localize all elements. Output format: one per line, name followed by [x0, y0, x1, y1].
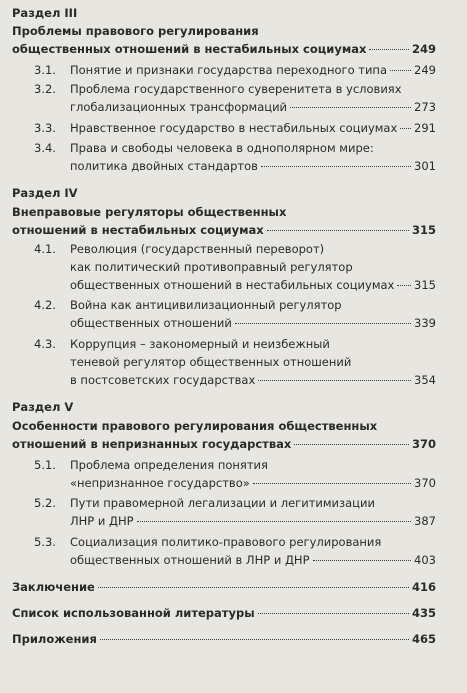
entry-title: Приложения	[12, 632, 97, 646]
entry-title: глобализационных трансформаций	[70, 100, 288, 114]
section-heading: Раздел III	[12, 6, 78, 20]
toc-entry[interactable]	[70, 553, 436, 568]
dot-leader	[235, 323, 411, 324]
page-number: 435	[411, 606, 436, 620]
dot-leader	[397, 285, 411, 286]
entry-title-line: Проблема государственного суверенитета в условиях	[70, 82, 402, 96]
item-number: 5.3.	[34, 535, 56, 549]
page-number: 339	[414, 316, 436, 330]
page-number: 301	[414, 159, 436, 173]
entry-title: Список использованной литературы	[12, 606, 255, 620]
dot-leader	[294, 444, 409, 445]
entry-title: общественных отношений	[70, 316, 232, 330]
dot-leader	[137, 521, 411, 522]
entry-title: «непризнанное государство»	[70, 476, 250, 490]
entry-title: Нравственное государство в нестабильных социумах	[70, 121, 398, 135]
section-title-entry[interactable]	[12, 42, 436, 57]
page-number: 416	[411, 580, 436, 594]
item-number: 5.2.	[34, 496, 56, 510]
section-heading: Раздел V	[12, 400, 74, 414]
page-number: 465	[411, 632, 436, 646]
section-title-line: отношений в непризнанных государствах	[12, 437, 292, 451]
toc-entry[interactable]	[70, 100, 436, 115]
item-number: 5.1.	[34, 458, 56, 472]
toc-entry[interactable]	[70, 373, 436, 388]
section-title-line: Проблемы правового регулирования	[12, 24, 259, 38]
page-number: 370	[411, 437, 436, 451]
dot-leader	[100, 639, 409, 640]
toc-entry[interactable]	[70, 63, 436, 78]
toc-entry[interactable]	[70, 278, 436, 293]
dot-leader	[400, 128, 411, 129]
dot-leader	[258, 613, 409, 614]
item-number: 4.3.	[34, 337, 56, 351]
page-number: 249	[411, 42, 436, 56]
entry-title: Понятие и признаки государства переходного типа	[70, 63, 387, 77]
entry-title-line: Права и свободы человека в однополярном мире:	[70, 141, 374, 155]
toc-entry[interactable]	[70, 514, 436, 529]
dot-leader	[98, 587, 409, 588]
entry-title: общественных отношений в ЛНР и ДНР	[70, 553, 310, 567]
section-title-entry[interactable]	[12, 223, 436, 238]
dot-leader	[313, 560, 412, 561]
toc-entry[interactable]	[70, 159, 436, 174]
dot-leader	[369, 49, 409, 50]
page-number: 249	[414, 63, 436, 77]
entry-title-line: как политический противоправный регулятор	[70, 260, 353, 274]
item-number: 4.1.	[34, 242, 56, 256]
page-number: 291	[414, 121, 436, 135]
section-title-line: отношений в нестабильных социумах	[12, 223, 264, 237]
page-number: 273	[414, 100, 436, 114]
section-heading: Раздел IV	[12, 186, 78, 200]
entry-title-line: Война как антицивилизационный регулятор	[70, 298, 342, 312]
item-number: 3.2.	[34, 82, 56, 96]
dot-leader	[253, 483, 411, 484]
page-number: 387	[414, 514, 436, 528]
entry-title: в постсоветских государствах	[70, 373, 256, 387]
entry-title-line: теневой регулятор общественных отношений	[70, 355, 352, 369]
toc-entry-references[interactable]	[12, 606, 436, 621]
entry-title-line: Пути правомерной легализации и легитимизации	[70, 496, 375, 510]
page-number: 370	[414, 476, 436, 490]
dot-leader	[258, 380, 411, 381]
toc-entry-appendices[interactable]	[12, 632, 436, 647]
section-title-line: Особенности правового регулирования общественных	[12, 419, 378, 433]
entry-title: ЛНР и ДНР	[70, 514, 134, 528]
entry-title: общественных отношений в нестабильных социумах	[70, 278, 395, 292]
page-number: 315	[414, 278, 436, 292]
dot-leader	[390, 70, 411, 71]
toc-entry[interactable]	[70, 121, 436, 136]
entry-title-line: Проблема определения понятия	[70, 458, 268, 472]
page-number: 354	[414, 373, 436, 387]
page-number: 315	[411, 223, 436, 237]
section-title-line: Внеправовые регуляторы общественных	[12, 205, 287, 219]
item-number: 3.1.	[34, 63, 56, 77]
toc-entry[interactable]	[70, 476, 436, 491]
page-number: 403	[414, 553, 436, 567]
item-number: 3.3.	[34, 121, 56, 135]
dot-leader	[261, 166, 411, 167]
item-number: 4.2.	[34, 298, 56, 312]
dot-leader	[290, 107, 411, 108]
entry-title-line: Коррупция – закономерный и неизбежный	[70, 337, 330, 351]
toc-entry[interactable]	[70, 316, 436, 331]
entry-title-line: Социализация политико-правового регулирования	[70, 535, 382, 549]
dot-leader	[267, 230, 409, 231]
entry-title: Заключение	[12, 580, 95, 594]
section-title-line: общественных отношений в нестабильных социумах	[12, 42, 367, 56]
section-title-entry[interactable]	[12, 437, 436, 452]
item-number: 3.4.	[34, 141, 56, 155]
entry-title-line: Революция (государственный переворот)	[70, 242, 325, 256]
entry-title: политика двойных стандартов	[70, 159, 258, 173]
toc-entry-conclusion[interactable]	[12, 580, 436, 595]
